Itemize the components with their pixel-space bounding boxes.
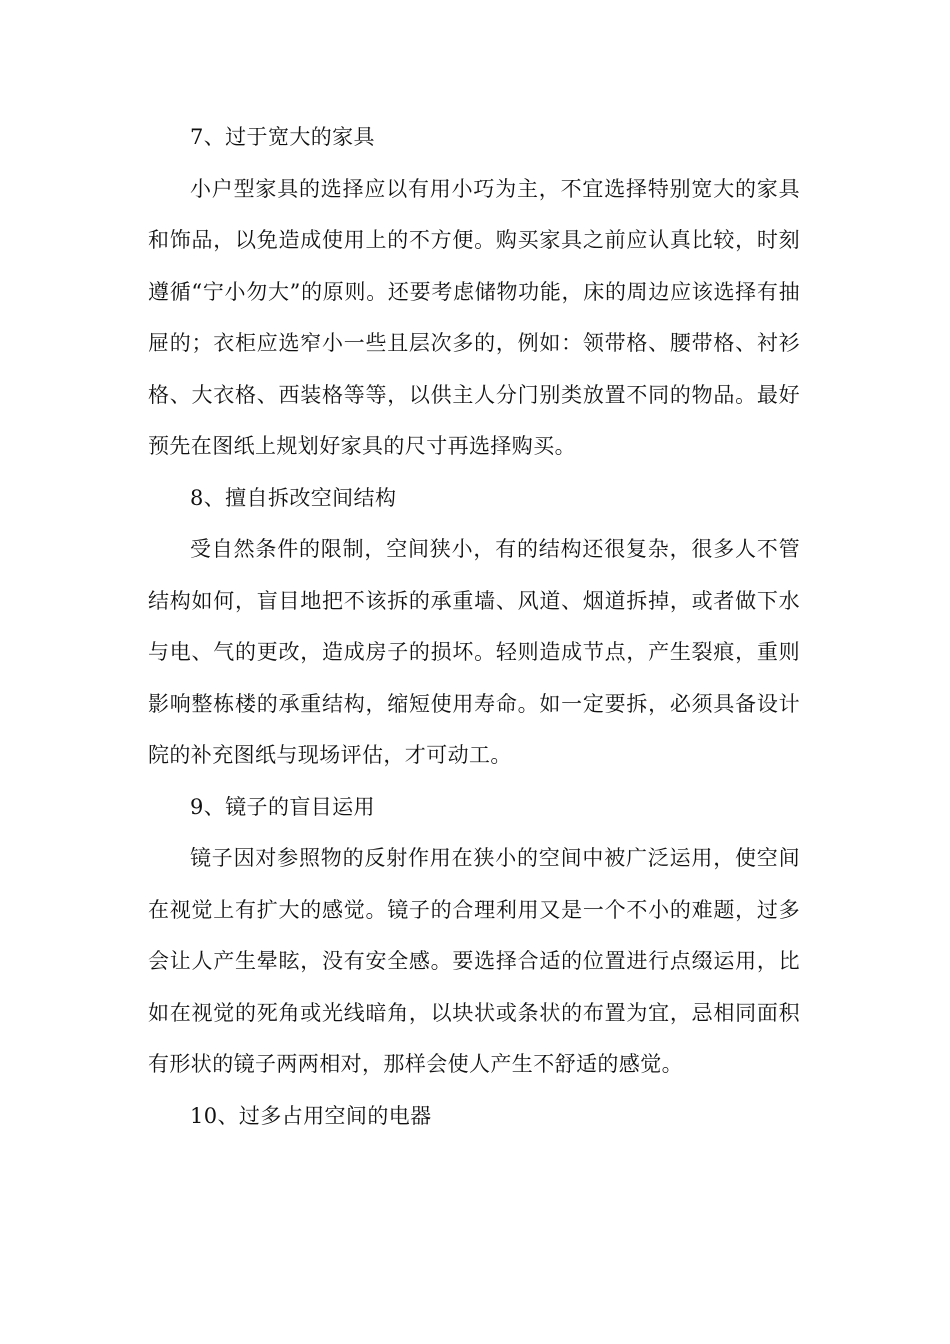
section-heading-7: 7、过于宽大的家具	[190, 125, 375, 149]
section-paragraph-8: 受自然条件的限制，空间狭小，有的结构还很复杂，很多人不管结构如何，盲目地把不该拆的承重墙、风道、烟道拆掉，或者做下水与电、气的更改，造成房子的损坏。轻则造成节点，产生裂痕，重则影响整栋楼的承重结构，缩短使用寿命。如一定要拆，必须具备设计院的补充图纸与现场评估，才可动工。	[148, 537, 800, 767]
section-heading-9: 9、镜子的盲目运用	[190, 794, 375, 819]
section-paragraph-9: 镜子因对参照物的反射作用在狭小的空间中被广泛运用，使空间在视觉上有扩大的感觉。镜子的合理利用又是一个不小的难题，过多会让人产生晕眩，没有安全感。要选择合适的位置进行点缀运用，比如在视觉的死角或光线暗角，以块状或条状的布置为宜，忌相同面积有形状的镜子两两相对，那样会使人产生不舒适的感觉。	[148, 846, 800, 1076]
document-body	[148, 112, 800, 1142]
section-heading-10: 10、过多占用空间的电器	[190, 1103, 432, 1128]
section-paragraph-7: 小户型家具的选择应以有用小巧为主，不宜选择特别宽大的家具和饰品，以免造成使用上的不方便。购买家具之前应认真比较，时刻遵循“宁小勿大”的原则。还要考虑储物功能，床的周边应该选择有抽屉的；衣柜应选窄小一些且层次多的，例如：领带格、腰带格、衬衫格、大衣格、西装格等等，以供主人分门别类放置不同的物品。最好预先在图纸上规划好家具的尺寸再选择购买。	[148, 176, 800, 458]
section-heading-8: 8、擅自拆改空间结构	[190, 485, 397, 510]
